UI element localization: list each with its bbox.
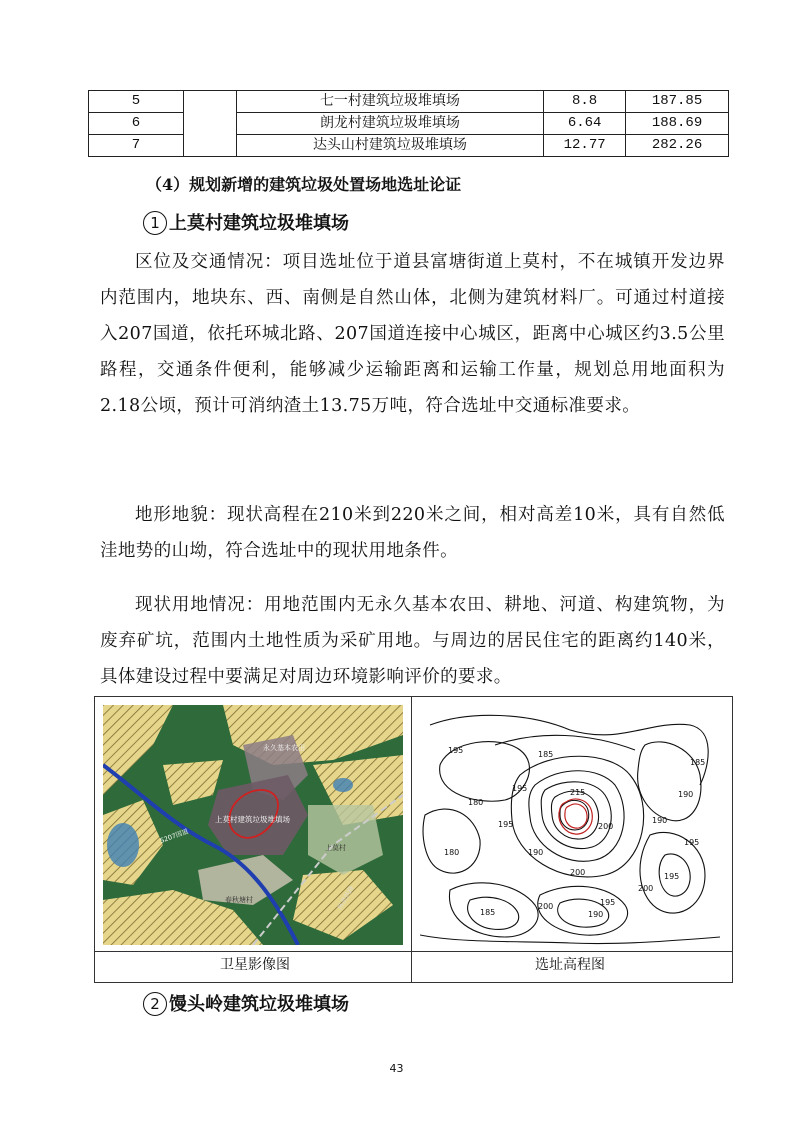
- site2-title: 馒头岭建筑垃圾堆填场: [169, 994, 349, 1015]
- elevation-caption: 选址高程图: [535, 957, 605, 973]
- contour-label: 185: [690, 758, 706, 767]
- merged-cell: [183, 91, 236, 157]
- circled-number: 1: [143, 211, 167, 235]
- row-number: 7: [89, 135, 184, 157]
- road-label: S207国道: [158, 827, 190, 845]
- table-row: [89, 91, 729, 113]
- contour-label: 185: [480, 908, 496, 917]
- site-name: 朗龙村建筑垃圾堆填场: [236, 113, 543, 135]
- contour-label: 195: [512, 784, 528, 793]
- paragraph-land-use: 现状用地情况：用地范围内无永久基本农田、耕地、河道、构建筑物，为废弃矿坑，范围内土地性质为采矿用地。与周边的居民住宅的距离约140米，具体建设过程中要满足对周边环境影响评价的要求。: [100, 595, 725, 687]
- contour-label: 200: [570, 868, 586, 877]
- rail-label: 洛湛铁路: [335, 884, 356, 911]
- row-number: 6: [89, 113, 184, 135]
- contour-label: 200: [598, 822, 614, 831]
- site1-title: 上莫村建筑垃圾堆填场: [169, 213, 349, 234]
- caption-separator: [95, 951, 732, 952]
- contour-label: 195: [684, 838, 700, 847]
- contour-label: 200: [638, 884, 654, 893]
- row-number: 5: [89, 91, 184, 113]
- figure-divider: [411, 697, 412, 982]
- area-value: 6.64: [544, 113, 626, 135]
- village-label: 春秋塘村: [225, 896, 253, 904]
- paragraph-location: 区位及交通情况：项目选址位于道县富塘街道上莫村，不在城镇开发边界内范围内，地块东、西、南侧是自然山体，北侧为建筑材料厂。可通过村道接入207国道，依托环城北路、207国道连接中心城区，距离中心城区约3.5公里路程，交通条件便利，能够减少运输距离和运输工作量，规划总用地面积为2.18公顷，预计可消纳渣土13.75万吨，符合选址中交通标准要求。: [100, 252, 725, 416]
- site-name: 达头山村建筑垃圾堆填场: [236, 135, 543, 157]
- village-label: 上莫村: [325, 844, 346, 852]
- contour-label: 185: [538, 750, 554, 759]
- elevation-value: 282.26: [626, 135, 729, 157]
- contour-label: 190: [588, 910, 604, 919]
- paragraph-terrain: 地形地貌：现状高程在210米到220米之间，相对高差10米，具有自然低洼地势的山坳，符合选址中的现状用地条件。: [100, 505, 725, 561]
- contour-label: 200: [538, 902, 554, 911]
- contour-label: 215: [570, 788, 586, 797]
- site1-heading: [143, 209, 349, 235]
- figure-panel: [94, 696, 733, 983]
- landfill-table: [88, 90, 729, 157]
- contour-label: 180: [468, 798, 484, 807]
- contour-label: 190: [528, 848, 544, 857]
- contour-label: 180: [444, 848, 460, 857]
- area-value: 8.8: [544, 91, 626, 113]
- circled-number: 2: [143, 992, 167, 1016]
- elevation-value: 187.85: [626, 91, 729, 113]
- site-name: 七一村建筑垃圾堆填场: [236, 91, 543, 113]
- satellite-caption: 卫星影像图: [220, 957, 290, 973]
- area-value: 12.77: [544, 135, 626, 157]
- elevation-value: 188.69: [626, 113, 729, 135]
- satellite-image: [103, 705, 403, 945]
- section-heading: （4）规划新增的建筑垃圾处置场地选址论证: [146, 175, 462, 194]
- elevation-map: [420, 705, 720, 945]
- site2-heading: [143, 990, 349, 1016]
- site-label: 上莫村建筑垃圾堆填场: [215, 815, 290, 824]
- contour-label: 195: [600, 898, 616, 907]
- farmland-label: 永久基本农田: [263, 744, 305, 752]
- contour-label: 195: [664, 872, 680, 881]
- contour-label: 190: [652, 816, 668, 825]
- contour-label: 195: [498, 820, 514, 829]
- contour-label: 190: [678, 790, 694, 799]
- contour-label: 195: [448, 746, 464, 755]
- page-number: 43: [389, 1062, 404, 1075]
